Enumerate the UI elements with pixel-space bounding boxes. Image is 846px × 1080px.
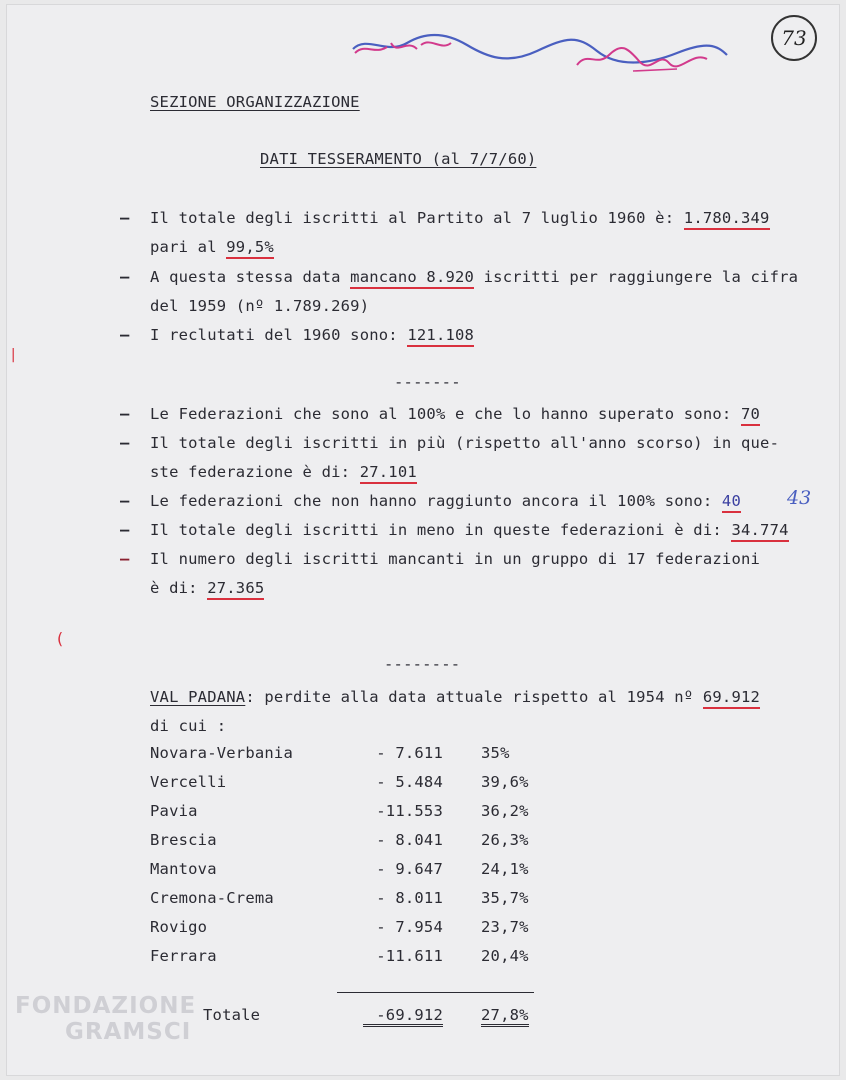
table-row-value: - 7.611 xyxy=(376,744,443,762)
separator: -------- xyxy=(384,655,461,673)
table-row-percent: 39,6% xyxy=(481,773,529,791)
table-row-name: Cremona-Crema xyxy=(150,889,274,907)
margin-mark: | xyxy=(9,347,18,363)
document-subtitle: DATI TESSERAMENTO (al 7/7/60) xyxy=(260,150,537,168)
total-label: Totale xyxy=(203,1006,261,1024)
total-rule xyxy=(337,992,534,993)
paragraph-line: del 1959 (nº 1.789.269) xyxy=(150,297,370,315)
table-row-name: Pavia xyxy=(150,802,198,820)
table-row-percent: 23,7% xyxy=(481,918,529,936)
highlighted-value: mancano 8.920 xyxy=(350,268,474,289)
bullet-dash: – xyxy=(120,209,130,227)
table-row-percent: 24,1% xyxy=(481,860,529,878)
page-number: 73 xyxy=(781,26,807,50)
bullet-dash: – xyxy=(120,492,130,510)
highlighted-value: 69.912 xyxy=(703,688,760,709)
val-padana-label: VAL PADANA xyxy=(150,688,246,706)
highlighted-value: 27.365 xyxy=(207,579,264,600)
highlighted-value: 27.101 xyxy=(360,463,417,484)
table-row-name: Ferrara xyxy=(150,947,217,965)
corrected-value: 40 xyxy=(722,492,741,513)
table-row-name: Brescia xyxy=(150,831,217,849)
table-row-percent: 35% xyxy=(481,744,510,762)
table-row-value: - 8.041 xyxy=(376,831,443,849)
di-cui-label: di cui : xyxy=(150,717,227,735)
val-padana-heading: VAL PADANA: perdite alla data attuale rispetto al 1954 nº 69.912 xyxy=(150,688,760,706)
paragraph-line: è di: 27.365 xyxy=(150,579,264,597)
section-title: SEZIONE ORGANIZZAZIONE xyxy=(150,93,360,111)
table-row-name: Rovigo xyxy=(150,918,208,936)
bullet-dash: – xyxy=(120,434,130,452)
table-row-value: - 5.484 xyxy=(376,773,443,791)
paragraph-line: Le Federazioni che sono al 100% e che lo hanno superato sono: 70 xyxy=(150,405,760,423)
bullet-dash: – xyxy=(120,550,130,568)
handwritten-scribble xyxy=(347,25,737,75)
table-row-percent: 26,3% xyxy=(481,831,529,849)
paragraph-line: ste federazione è di: 27.101 xyxy=(150,463,417,481)
paragraph-line: I reclutati del 1960 sono: 121.108 xyxy=(150,326,474,344)
paragraph-line: A questa stessa data mancano 8.920 iscritti per raggiungere la cifra xyxy=(150,268,798,286)
bullet-dash: – xyxy=(120,405,130,423)
bullet-dash: – xyxy=(120,326,130,344)
highlighted-value: 34.774 xyxy=(731,521,788,542)
paragraph-line: Il totale degli iscritti in meno in queste federazioni è di: 34.774 xyxy=(150,521,789,539)
total-pct: 27,8% xyxy=(481,1006,529,1027)
table-row-name: Vercelli xyxy=(150,773,227,791)
paragraph-line: Il numero degli iscritti mancanti in un gruppo di 17 federazioni xyxy=(150,550,761,568)
paragraph-line: Le federazioni che non hanno raggiunto ancora il 100% sono: 40 xyxy=(150,492,741,510)
document-page xyxy=(6,4,840,1076)
bullet-dash: – xyxy=(120,521,130,539)
table-row-percent: 36,2% xyxy=(481,802,529,820)
table-row-percent: 20,4% xyxy=(481,947,529,965)
highlighted-value: 121.108 xyxy=(407,326,474,347)
margin-mark: ( xyxy=(55,629,65,648)
fondazione-gramsci-watermark: FONDAZIONE GRAMSCI xyxy=(15,993,197,1045)
table-row-value: -11.553 xyxy=(376,802,443,820)
highlighted-value: 70 xyxy=(741,405,760,426)
table-row-value: - 9.647 xyxy=(376,860,443,878)
paragraph-line: Il totale degli iscritti al Partito al 7 luglio 1960 è: 1.780.349 xyxy=(150,209,770,227)
bullet-dash: – xyxy=(120,268,130,286)
page-number-circle xyxy=(771,15,817,61)
table-row-value: -11.611 xyxy=(376,947,443,965)
table-row-percent: 35,7% xyxy=(481,889,529,907)
highlighted-value: 1.780.349 xyxy=(684,209,770,230)
paragraph-line: pari al 99,5% xyxy=(150,238,274,256)
paragraph-line: Il totale degli iscritti in più (rispetto all'anno scorso) in que- xyxy=(150,434,780,452)
table-row-value: - 8.011 xyxy=(376,889,443,907)
table-row-name: Mantova xyxy=(150,860,217,878)
total-value: -69.912 xyxy=(363,1006,443,1027)
table-row-value: - 7.954 xyxy=(376,918,443,936)
highlighted-value: 99,5% xyxy=(226,238,274,259)
separator: ------- xyxy=(394,373,461,391)
handwritten-correction: 43 xyxy=(787,487,812,509)
table-row-name: Novara-Verbania xyxy=(150,744,293,762)
